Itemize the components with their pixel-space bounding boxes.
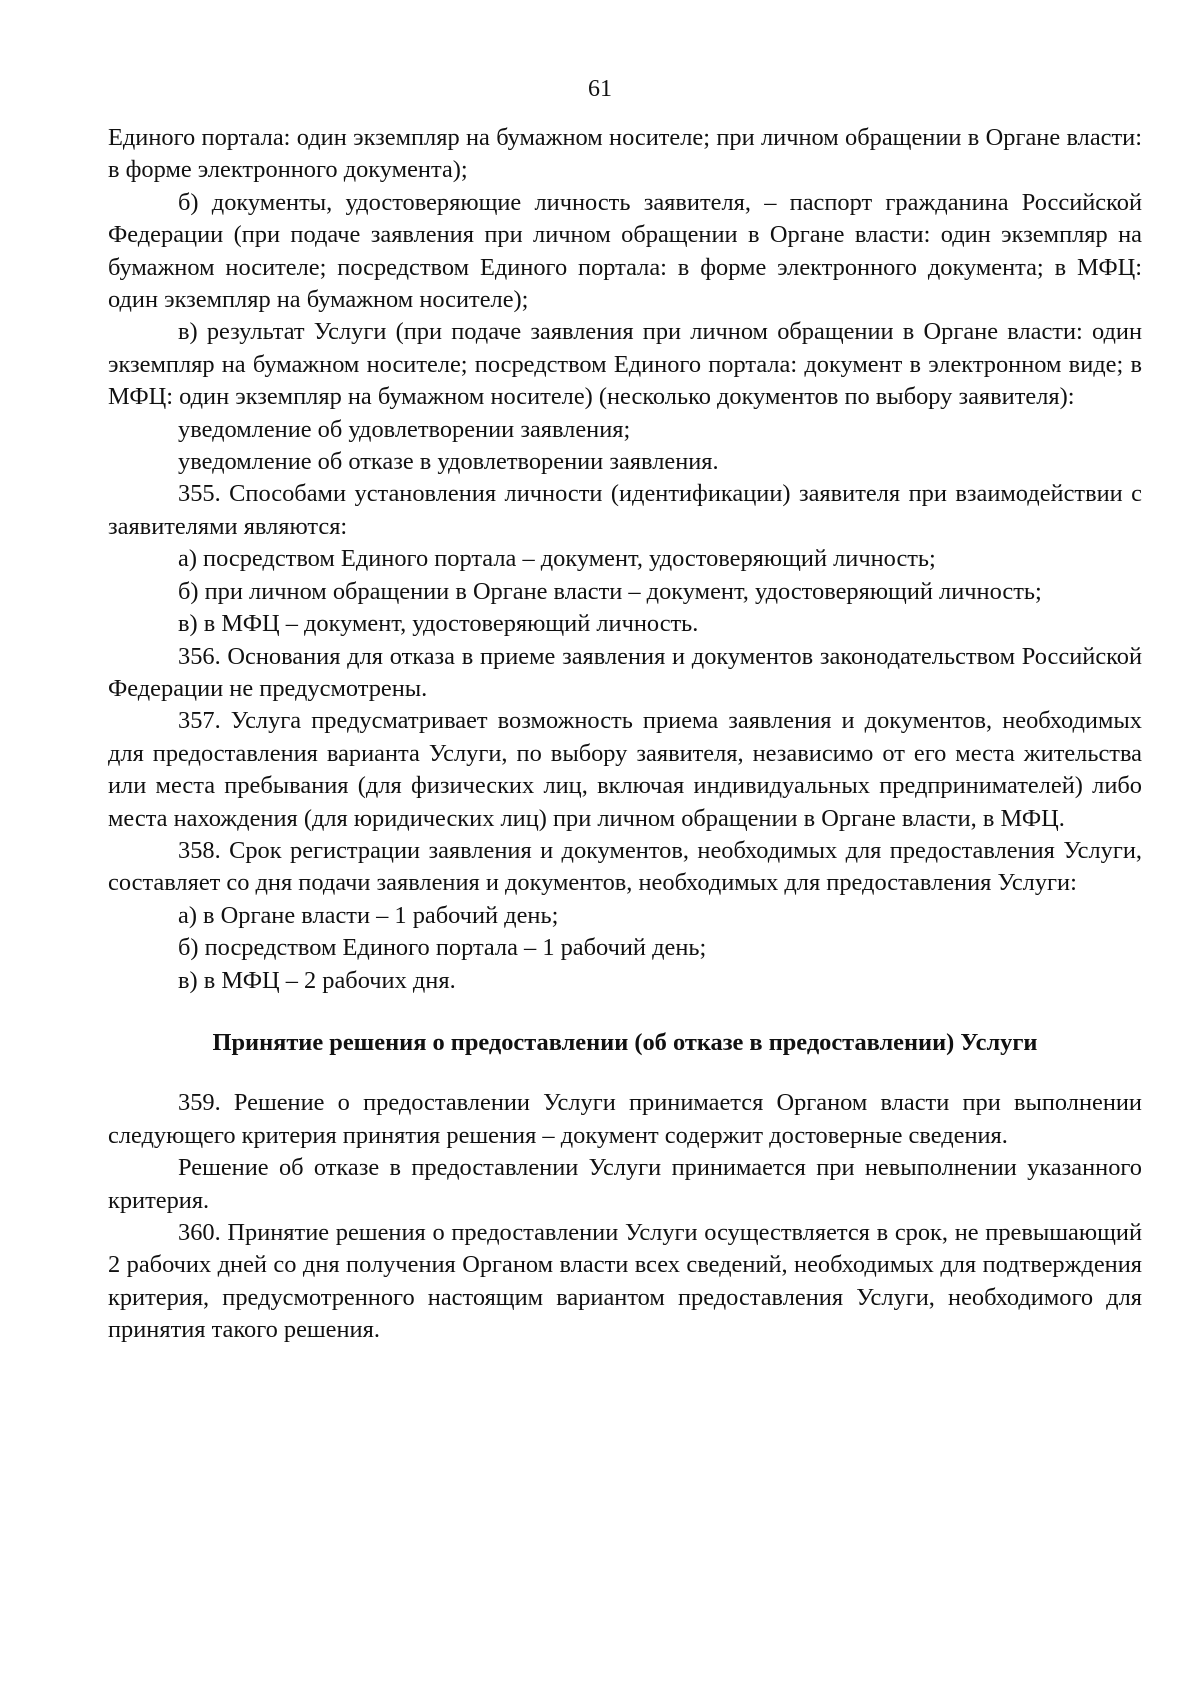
- paragraph: 356. Основания для отказа в приеме заявления и документов законодательством Российской Федерации не предусмотрены.: [108, 642, 1142, 702]
- paragraph: а) посредством Единого портала – документ, удостоверяющий личность;: [178, 545, 936, 573]
- paragraph: б) посредством Единого портала – 1 рабочий день;: [178, 934, 707, 962]
- paragraph: 357. Услуга предусматривает возможность приема заявления и документов, необходимых для предоставления варианта Услуги, по выбору заявителя, независимо от его места жительства или места пребывания (для физических лиц, включая индивидуальных предпринимателей) либо места нахождения (для юридических лиц) при личном обращении в Органе власти, в МФЦ.: [108, 707, 1142, 832]
- paragraph: в) в МФЦ – документ, удостоверяющий личность.: [178, 610, 699, 638]
- paragraph: в) результат Услуги (при подаче заявления при личном обращении в Органе власти: один экземпляр на бумажном носителе; посредством Единого портала: документ в электронном виде; в МФЦ: один экземпляр на бумажном носителе) (несколько документов по выбору заявителя):: [108, 318, 1142, 411]
- section-heading: Принятие решения о предоставлении (об отказе в предоставлении) Услуги: [212, 1028, 1038, 1056]
- paragraph: б) документы, удостоверяющие личность заявителя, – паспорт гражданина Российской Федерации (при подаче заявления при личном обращении в Органе власти: один экземпляр на бумажном носителе; посредством Единого портала: в форме электронного документа; в МФЦ: один экземпляр на бумажном носителе);: [108, 188, 1142, 314]
- paragraph: 360. Принятие решения о предоставлении Услуги осуществляется в срок, не превышающий 2 рабочих дней со дня получения Органом власти всех сведений, необходимых для подтверждения критерия, предусмотренного настоящим вариантом предоставления Услуги, необходимого для принятия такого решения.: [108, 1219, 1142, 1344]
- paragraph: 355. Способами установления личности (идентификации) заявителя при взаимодействии с заявителями являются:: [108, 480, 1142, 540]
- paragraph: уведомление об удовлетворении заявления;: [178, 415, 631, 443]
- document-body: [108, 122, 1142, 1347]
- paragraphs-after: [108, 1087, 1142, 1346]
- paragraph: б) при личном обращении в Органе власти – документ, удостоверяющий личность;: [178, 577, 1042, 605]
- paragraph: 359. Решение о предоставлении Услуги принимается Органом власти при выполнении следующего критерия принятия решения – документ содержит достоверные сведения.: [108, 1089, 1142, 1149]
- paragraph: 358. Срок регистрации заявления и документов, необходимых для предоставления Услуги, составляет со дня подачи заявления и документов, необходимых для предоставления Услуги:: [108, 836, 1142, 897]
- paragraph: Единого портала: один экземпляр на бумажном носителе; при личном обращении в Органе власти: в форме электронного документа);: [108, 124, 1142, 184]
- page-number: 61: [588, 76, 612, 102]
- paragraph: в) в МФЦ – 2 рабочих дня.: [178, 966, 456, 994]
- paragraphs-before: [108, 122, 1142, 997]
- paragraph: а) в Органе власти – 1 рабочий день;: [178, 901, 559, 929]
- paragraph: Решение об отказе в предоставлении Услуги принимается при невыполнении указанного критерия.: [108, 1154, 1142, 1214]
- paragraph: уведомление об отказе в удовлетворении заявления.: [178, 448, 719, 476]
